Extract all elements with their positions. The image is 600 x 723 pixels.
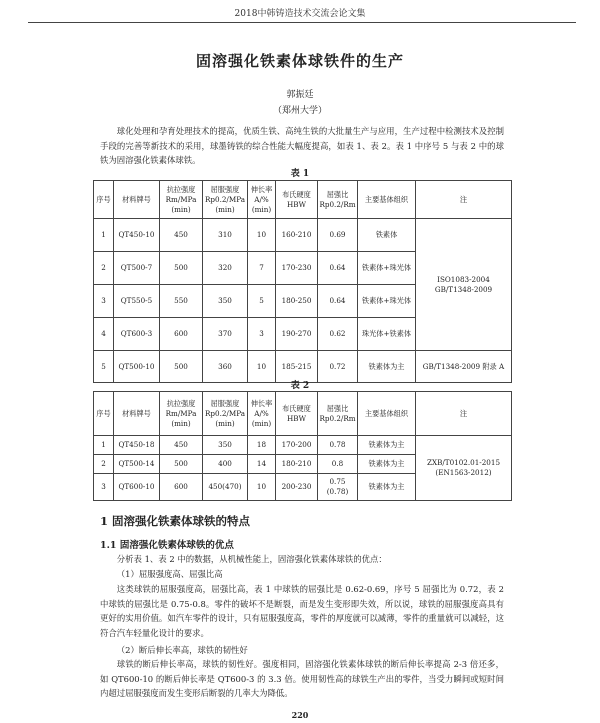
table-cell: 0.8 [318, 455, 358, 474]
table2-header-row [94, 392, 512, 436]
paragraph-yield-strength: 这类球铁的屈服强度高，屈强比高，表 1 中球铁的屈强比是 0.62-0.69，序号 5 屈强比为 0.72，表 2 中球铁的屈强比是 0.75-0.8。零件的破坏不是断裂，而是发生变形即失效，所以说，球铁的屈服强度高具有更好的实用价值。如汽车零件的设计，只有屈服强度高，零件的厚度就可以减薄，零件的重量就可以减轻，这符合汽车轻量化设计的要求。 [100, 584, 504, 638]
table-cell: 0.78 [318, 436, 358, 455]
table-cell: QT450-18 [114, 436, 160, 455]
table-cell: 铁素体+珠光体 [358, 285, 416, 318]
table-cell: 4 [94, 318, 114, 351]
table-cell: QT600-10 [114, 474, 160, 501]
section-heading-1: 1 固溶强化铁素体球铁的特点 [100, 514, 251, 528]
author: 郭振廷 [286, 90, 314, 100]
table-cell: 5 [248, 285, 276, 318]
table1-header-cell: 序号 [94, 181, 114, 219]
table-cell: 7 [248, 252, 276, 285]
table-cell: 铁素体为主 [358, 455, 416, 474]
table-cell: 600 [160, 474, 203, 501]
table-cell: QT600-3 [114, 318, 160, 351]
table-cell: 170-200 [276, 436, 318, 455]
table1-header-cell: 材料牌号 [114, 181, 160, 219]
table-cell: 10 [248, 351, 276, 383]
table-cell: 180-210 [276, 455, 318, 474]
table-cell: 370 [203, 318, 248, 351]
table-cell: 10 [248, 219, 276, 252]
table-cell: 铁素体+珠光体 [358, 252, 416, 285]
table-cell: 铁素体为主 [358, 351, 416, 383]
table-cell: 600 [160, 318, 203, 351]
table-cell: 350 [203, 436, 248, 455]
table-cell: 0.62 [318, 318, 358, 351]
table1-header-row [94, 181, 512, 219]
table-cell: 190-270 [276, 318, 318, 351]
table1-header-cell: 伸长率 A/% (min) [248, 181, 276, 219]
table-cell: QT500-10 [114, 351, 160, 383]
paragraph-advantages: 分析表 1、表 2 中的数据，从机械性能上，固溶强化铁素体球铁的优点： [116, 554, 387, 564]
table-cell: 1 [94, 219, 114, 252]
table-cell: 450 [160, 219, 203, 252]
table-cell: 185-215 [276, 351, 318, 383]
table-cell: 铁素体为主 [358, 436, 416, 455]
table-cell: 310 [203, 219, 248, 252]
table-cell: 0.64 [318, 285, 358, 318]
affiliation: （郑州大学） [272, 106, 327, 116]
table1-header-cell: 屈服强度 Rp0.2/MPa (min) [203, 181, 248, 219]
table2-caption: 表 2 [290, 381, 310, 391]
table-cell: 0.64 [318, 252, 358, 285]
table-cell: 14 [248, 455, 276, 474]
header-rule [28, 22, 576, 23]
subheading-elongation: （2）断后伸长率高，球铁的韧性好 [116, 645, 248, 655]
table-cell: 200-230 [276, 474, 318, 501]
table2-header-cell: 伸长率 A/% (min) [248, 392, 276, 436]
table2-note-standards: ZXB/T0102.01-2015 (EN1563-2012) [416, 436, 512, 501]
intro-paragraph: 球化处理和孕育处理技术的提高，优质生铁、高纯生铁的大批量生产与应用，生产过程中检测技术及控制手段的完善等新技术的采用，球墨铸铁的综合性能大幅度提高，如表 1、表 2。表 1 中序号 5 与表 2 中的球铁为固溶强化铁素体球铁。 [100, 126, 504, 165]
table-cell: 3 [94, 285, 114, 318]
table-cell: 500 [160, 455, 203, 474]
running-header: 2018中韩铸造技术交流会论文集 [234, 9, 366, 19]
table-cell: 5 [94, 351, 114, 383]
table-cell: 3 [248, 318, 276, 351]
table-cell: 360 [203, 351, 248, 383]
table2-header-cell: 屈服强度 Rp0.2/MPa (min) [203, 392, 248, 436]
table-cell: 18 [248, 436, 276, 455]
paragraph-elongation: 球铁的断后伸长率高，球铁的韧性好。强度相同，固溶强化铁素体球铁的断后伸长率提高 2-3 倍还多，如 QT600-10 的断后伸长率是 QT600-3 的 3.3 倍。使用韧性高的球铁生产出的零件，当受力瞬间或短时间内超过屈服强度而发生变形后断裂的几率大为降低。 [100, 659, 504, 698]
table2-header-cell: 注 [416, 392, 512, 436]
table-cell: 550 [160, 285, 203, 318]
table-cell: QT550-5 [114, 285, 160, 318]
table1-header-cell: 布氏硬度 HBW [276, 181, 318, 219]
table-cell: 320 [203, 252, 248, 285]
table2-header-cell: 抗拉强度 Rm/MPa (min) [160, 392, 203, 436]
table-cell: 0.69 [318, 219, 358, 252]
section-heading-1-1: 1.1 固溶强化铁素体球铁的优点 [100, 540, 234, 551]
table-cell: 350 [203, 285, 248, 318]
table-cell: QT500-7 [114, 252, 160, 285]
table2-header-cell: 屈强比 Rp0.2/Rm [318, 392, 358, 436]
table1-header-cell: 主要基体组织 [358, 181, 416, 219]
table-cell: 160-210 [276, 219, 318, 252]
table-cell: 450 [160, 436, 203, 455]
table-cell: 0.75 (0.78) [318, 474, 358, 501]
table-cell: QT450-10 [114, 219, 160, 252]
table-cell: 2 [94, 252, 114, 285]
table1-caption: 表 1 [290, 169, 310, 179]
subheading-yield-strength: （1）屈服强度高、屈强比高 [116, 569, 223, 579]
table2-header-cell: 材料牌号 [114, 392, 160, 436]
table2-header-cell: 序号 [94, 392, 114, 436]
table1-note-appendix: GB/T1348-2009 附录 A [416, 351, 512, 383]
table-cell: 450(470) [203, 474, 248, 501]
table-row [94, 219, 512, 252]
table1-header-cell: 抗拉强度 Rm/MPa (min) [160, 181, 203, 219]
table-1 [93, 180, 512, 383]
table1-header-cell: 注 [416, 181, 512, 219]
table-cell: 500 [160, 252, 203, 285]
table-cell: 500 [160, 351, 203, 383]
table-cell: 170-230 [276, 252, 318, 285]
table-cell: 180-250 [276, 285, 318, 318]
table-cell: 10 [248, 474, 276, 501]
table2-header-cell: 布氏硬度 HBW [276, 392, 318, 436]
table-cell: 0.72 [318, 351, 358, 383]
table-cell: 400 [203, 455, 248, 474]
table-cell: QT500-14 [114, 455, 160, 474]
table-2 [93, 391, 512, 501]
table-row [94, 436, 512, 455]
table2-header-cell: 主要基体组织 [358, 392, 416, 436]
table-cell: 2 [94, 455, 114, 474]
table-cell: 1 [94, 436, 114, 455]
table-cell: 铁素体为主 [358, 474, 416, 501]
paper-title: 固溶强化铁素体球铁件的生产 [195, 52, 404, 70]
page-number: 220 [291, 710, 309, 720]
table-cell: 铁素体 [358, 219, 416, 252]
table1-header-cell: 屈强比 Rp0.2/Rm [318, 181, 358, 219]
table-cell: 珠光体+铁素体 [358, 318, 416, 351]
table-cell: 3 [94, 474, 114, 501]
table1-note-standards: ISO1083-2004 GB/T1348-2009 [416, 219, 512, 351]
